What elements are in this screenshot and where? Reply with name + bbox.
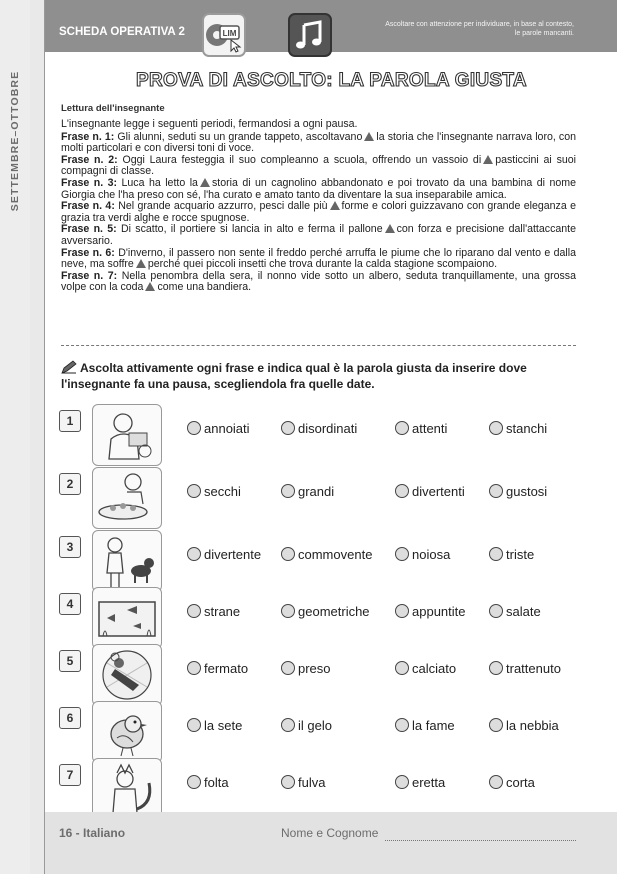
exercise-row: [59, 473, 579, 533]
pause-marker-icon: [330, 201, 340, 210]
radio-button[interactable]: [281, 604, 295, 618]
answer-option[interactable]: corta: [489, 775, 535, 790]
lim-icon: [202, 13, 246, 57]
side-strip: [0, 0, 30, 874]
row-number: 7: [59, 764, 81, 786]
radio-button[interactable]: [395, 718, 409, 732]
pause-marker-icon: [136, 259, 146, 268]
radio-button[interactable]: [395, 421, 409, 435]
radio-button[interactable]: [281, 547, 295, 561]
answer-option[interactable]: gustosi: [489, 484, 547, 499]
answer-option[interactable]: appuntite: [395, 604, 466, 619]
sheet-label: SCHEDA OPERATIVA 2: [59, 26, 185, 38]
answer-option[interactable]: triste: [489, 547, 534, 562]
reading-intro: L'insegnante legge i seguenti periodi, fermandosi a ogni pausa.: [61, 118, 358, 130]
sentence: Frase n. 7: Nella penombra della sera, il nonno vide sotto un albero, seduta tranquillamente, una grossa volpe con la coda come una bandiera.: [61, 269, 576, 294]
pause-marker-icon: [200, 178, 210, 187]
answer-option[interactable]: calciato: [395, 661, 456, 676]
radio-button[interactable]: [395, 661, 409, 675]
reading-text: [61, 119, 576, 294]
children-reading-illustration: [92, 404, 162, 466]
aquarium-illustration: [92, 587, 162, 649]
radio-button[interactable]: [489, 775, 503, 789]
answer-option[interactable]: geometriche: [281, 604, 370, 619]
radio-button[interactable]: [281, 661, 295, 675]
answer-option[interactable]: preso: [281, 661, 331, 676]
answer-option[interactable]: attenti: [395, 421, 447, 436]
radio-button[interactable]: [187, 484, 201, 498]
answer-option[interactable]: salate: [489, 604, 541, 619]
radio-button[interactable]: [281, 775, 295, 789]
radio-button[interactable]: [281, 421, 295, 435]
girl-with-dog-illustration: [92, 530, 162, 592]
sentence: Frase n. 5: Di scatto, il portiere si lancia in alto e ferma il pallone con forza e precisione dall'attaccante avversario.: [61, 223, 576, 247]
answer-option[interactable]: divertenti: [395, 484, 465, 499]
sentence: Frase n. 3: Luca ha letto la storia di un cagnolino abbandonato e poi trovato da una bambina di nome Giorgia che l'ha preso con sé, l'ha curato e amato tanto da diventare la sua inseparabile amica.: [61, 176, 576, 201]
page-title: PROVA DI ASCOLTO: LA PAROLA GIUSTA: [136, 70, 527, 91]
pause-marker-icon: [483, 155, 493, 164]
answer-option[interactable]: folta: [187, 775, 229, 790]
row-number: 2: [59, 473, 81, 495]
radio-button[interactable]: [187, 775, 201, 789]
radio-button[interactable]: [489, 484, 503, 498]
answer-option[interactable]: fulva: [281, 775, 325, 790]
radio-button[interactable]: [489, 661, 503, 675]
objective-text: Ascoltare con attenzione per individuare, in base al contesto, le parole mancanti.: [385, 21, 574, 37]
radio-button[interactable]: [395, 775, 409, 789]
radio-button[interactable]: [395, 547, 409, 561]
radio-button[interactable]: [489, 718, 503, 732]
goalkeeper-illustration: [92, 644, 162, 706]
radio-button[interactable]: [489, 604, 503, 618]
music-icon: [288, 13, 332, 57]
radio-button[interactable]: [489, 547, 503, 561]
fox-illustration: [92, 758, 162, 820]
radio-button[interactable]: [187, 661, 201, 675]
page-number: 16 - Italiano: [59, 826, 126, 840]
radio-button[interactable]: [187, 421, 201, 435]
sentence: Frase n. 6: D'inverno, il passero non sente il freddo perché arruffa le piume che lo riparano dal vento e dalla neve, ma soffre perché quei piccoli insetti che trova durante la calda stagione scompaiono.: [61, 246, 576, 271]
radio-button[interactable]: [187, 547, 201, 561]
sentence: Frase n. 2: Oggi Laura festeggia il suo compleanno a scuola, offrendo un vassoio di pasticcini ai suoi compagni di classe.: [61, 153, 577, 178]
reading-heading: Lettura dell'insegnante: [61, 103, 165, 114]
divider: [61, 345, 576, 346]
sparrow-illustration: [92, 701, 162, 763]
month-label: SETTEMBRE–OTTOBRE: [9, 70, 21, 212]
pause-marker-icon: [385, 224, 395, 233]
worksheet-page: [44, 0, 617, 874]
row-number: 5: [59, 650, 81, 672]
answer-option[interactable]: commovente: [281, 547, 372, 562]
radio-button[interactable]: [395, 604, 409, 618]
task-instruction: Ascolta attivamente ogni frase e indica qual è la parola giusta da inserire dove l'insegnante fa una pausa, scegliendola fra quelle date.: [61, 361, 527, 391]
answer-option[interactable]: la fame: [395, 718, 455, 733]
pause-marker-icon: [145, 282, 155, 291]
radio-button[interactable]: [281, 484, 295, 498]
svg-text:LIM: LIM: [222, 29, 237, 38]
radio-button[interactable]: [281, 718, 295, 732]
answer-option[interactable]: la nebbia: [489, 718, 559, 733]
answer-option[interactable]: grandi: [281, 484, 334, 499]
exercise-row: [59, 410, 579, 470]
footer-bar: [45, 812, 617, 874]
answer-option[interactable]: stanchi: [489, 421, 547, 436]
radio-button[interactable]: [395, 484, 409, 498]
answer-option[interactable]: la sete: [187, 718, 242, 733]
row-number: 4: [59, 593, 81, 615]
pencil-icon: [61, 360, 77, 374]
sentence: Frase n. 4: Nel grande acquario azzurro, pesci dalle più forme e colori guizzavano con grande eleganza e grazia tra verdi alghe e rocce spugnose.: [61, 200, 576, 224]
header-bar: [45, 0, 617, 52]
answer-option[interactable]: fermato: [187, 661, 248, 676]
answer-option[interactable]: il gelo: [281, 718, 332, 733]
row-number: 1: [59, 410, 81, 432]
answer-option[interactable]: eretta: [395, 775, 445, 790]
row-number: 6: [59, 707, 81, 729]
answer-option[interactable]: strane: [187, 604, 240, 619]
radio-button[interactable]: [489, 421, 503, 435]
cake-tray-illustration: [92, 467, 162, 529]
name-label: Nome e Cognome: [281, 826, 379, 840]
answer-option[interactable]: secchi: [187, 484, 241, 499]
answer-option[interactable]: annoiati: [187, 421, 250, 436]
answer-option[interactable]: trattenuto: [489, 661, 561, 676]
answer-option[interactable]: divertente: [187, 547, 261, 562]
radio-button[interactable]: [187, 604, 201, 618]
row-number: 3: [59, 536, 81, 558]
radio-button[interactable]: [187, 718, 201, 732]
pause-marker-icon: [364, 132, 374, 141]
answer-option[interactable]: noiosa: [395, 547, 450, 562]
sentence: Frase n. 1: Gli alunni, seduti su un grande tappeto, ascoltavano la storia che l'insegnante narrava loro, con molti particolari e con diversi toni di voce.: [61, 130, 576, 155]
answer-option[interactable]: disordinati: [281, 421, 357, 436]
name-field[interactable]: [385, 840, 576, 841]
